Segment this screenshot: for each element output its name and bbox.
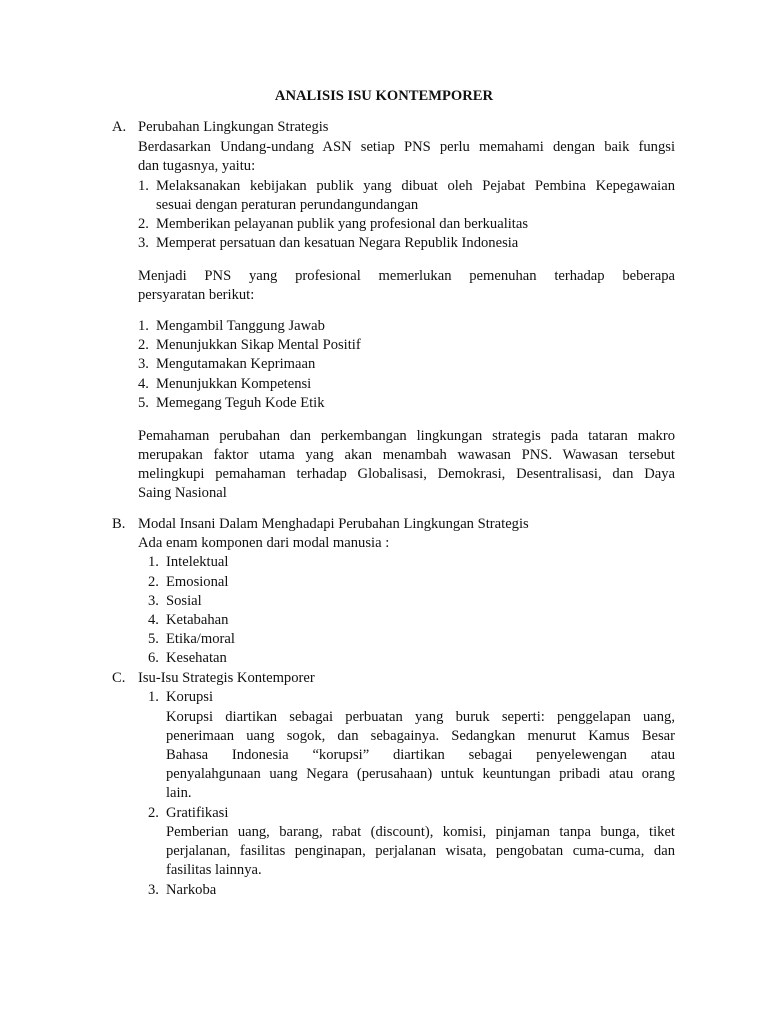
document-title: ANALISIS ISU KONTEMPORER bbox=[274, 88, 494, 104]
section-c-letter: C. bbox=[112, 670, 126, 686]
closing-paragraph-line: Pemahaman perubahan dan perkembangan lingkungan strategis pada tataran makro bbox=[138, 428, 675, 444]
component-number: 1. bbox=[148, 554, 159, 570]
issue-number: 1. bbox=[148, 689, 159, 705]
issue-title: Korupsi bbox=[166, 689, 214, 705]
section-c-heading: Isu-Isu Strategis Kontemporer bbox=[138, 670, 315, 686]
component-number: 6. bbox=[148, 650, 159, 666]
requirement-number: 4. bbox=[138, 376, 149, 392]
duty-item-line: sesuai dengan peraturan perundangundangan bbox=[156, 197, 419, 213]
requirement-item: Memegang Teguh Kode Etik bbox=[156, 395, 325, 411]
requirement-number: 5. bbox=[138, 395, 149, 411]
component-number: 4. bbox=[148, 612, 159, 628]
component-item: Etika/moral bbox=[166, 631, 235, 647]
closing-paragraph-line: melingkupi pemahaman terhadap Globalisasi, Demokrasi, Desentralisasi, dan Daya bbox=[138, 466, 675, 482]
section-a-heading: Perubahan Lingkungan Strategis bbox=[138, 119, 329, 135]
requirement-number: 3. bbox=[138, 356, 149, 372]
issue-body-line: Pemberian uang, barang, rabat (discount), komisi, pinjaman tanpa bunga, tiket bbox=[166, 824, 675, 840]
duty-number: 2. bbox=[138, 216, 149, 232]
issue-body-line: perjalanan, fasilitas penginapan, perjalanan wisata, pengobatan cuma-cuma, dan bbox=[166, 843, 675, 859]
component-item: Ketabahan bbox=[166, 612, 229, 628]
component-item: Sosial bbox=[166, 593, 202, 609]
requirement-item: Menunjukkan Kompetensi bbox=[156, 376, 312, 392]
issue-body-line: lain. bbox=[166, 785, 192, 801]
component-number: 3. bbox=[148, 593, 159, 609]
issue-body-line: penerimaan uang sogok, dan sebagainya. Sedangkan menurut Kamus Besar bbox=[166, 728, 675, 744]
issue-body-line: Bahasa Indonesia “korupsi” diartikan sebagai penyelewengan atau bbox=[166, 747, 675, 763]
component-item: Kesehatan bbox=[166, 650, 227, 666]
issue-number: 3. bbox=[148, 882, 159, 898]
duty-item-line: Melaksanakan kebijakan publik yang dibuat oleh Pejabat Pembina Kepegawaian bbox=[156, 178, 675, 194]
requirement-number: 1. bbox=[138, 318, 149, 334]
requirement-item: Menunjukkan Sikap Mental Positif bbox=[156, 337, 361, 353]
issue-body-line: Korupsi diartikan sebagai perbuatan yang buruk seperti: penggelapan uang, bbox=[166, 709, 675, 725]
requirements-intro-line: persyaratan berikut: bbox=[138, 287, 255, 303]
issue-body-line: penyalahgunaan uang Negara (perusahaan) untuk keuntungan pribadi atau orang bbox=[166, 766, 675, 782]
section-b-heading: Modal Insani Dalam Menghadapi Perubahan Lingkungan Strategis bbox=[138, 516, 529, 532]
issue-number: 2. bbox=[148, 805, 159, 821]
section-b-letter: B. bbox=[112, 516, 126, 532]
closing-paragraph-line: Saing Nasional bbox=[138, 485, 227, 501]
closing-paragraph-line: merupakan faktor utama yang akan menambah wawasan PNS. Wawasan tersebut bbox=[138, 447, 675, 463]
issue-title: Gratifikasi bbox=[166, 805, 229, 821]
duty-number: 3. bbox=[138, 235, 149, 251]
issue-title: Narkoba bbox=[166, 882, 217, 898]
section-b-intro: Ada enam komponen dari modal manusia : bbox=[138, 535, 390, 551]
component-item: Emosional bbox=[166, 574, 229, 590]
duty-item-line: Memperat persatuan dan kesatuan Negara Republik Indonesia bbox=[156, 235, 519, 251]
section-a-intro-line: Berdasarkan Undang-undang ASN setiap PNS perlu memahami dengan baik fungsi bbox=[138, 139, 675, 155]
issue-body-line: fasilitas lainnya. bbox=[166, 862, 262, 878]
section-a-letter: A. bbox=[112, 119, 127, 135]
requirement-item: Mengutamakan Keprimaan bbox=[156, 356, 316, 372]
component-number: 5. bbox=[148, 631, 159, 647]
component-item: Intelektual bbox=[166, 554, 229, 570]
duty-number: 1. bbox=[138, 178, 149, 194]
section-a-intro-line: dan tugasnya, yaitu: bbox=[138, 158, 256, 174]
component-number: 2. bbox=[148, 574, 159, 590]
requirement-item: Mengambil Tanggung Jawab bbox=[156, 318, 325, 334]
requirement-number: 2. bbox=[138, 337, 149, 353]
requirements-intro-line: Menjadi PNS yang profesional memerlukan pemenuhan terhadap beberapa bbox=[138, 268, 675, 284]
duty-item-line: Memberikan pelayanan publik yang profesional dan berkualitas bbox=[156, 216, 529, 232]
